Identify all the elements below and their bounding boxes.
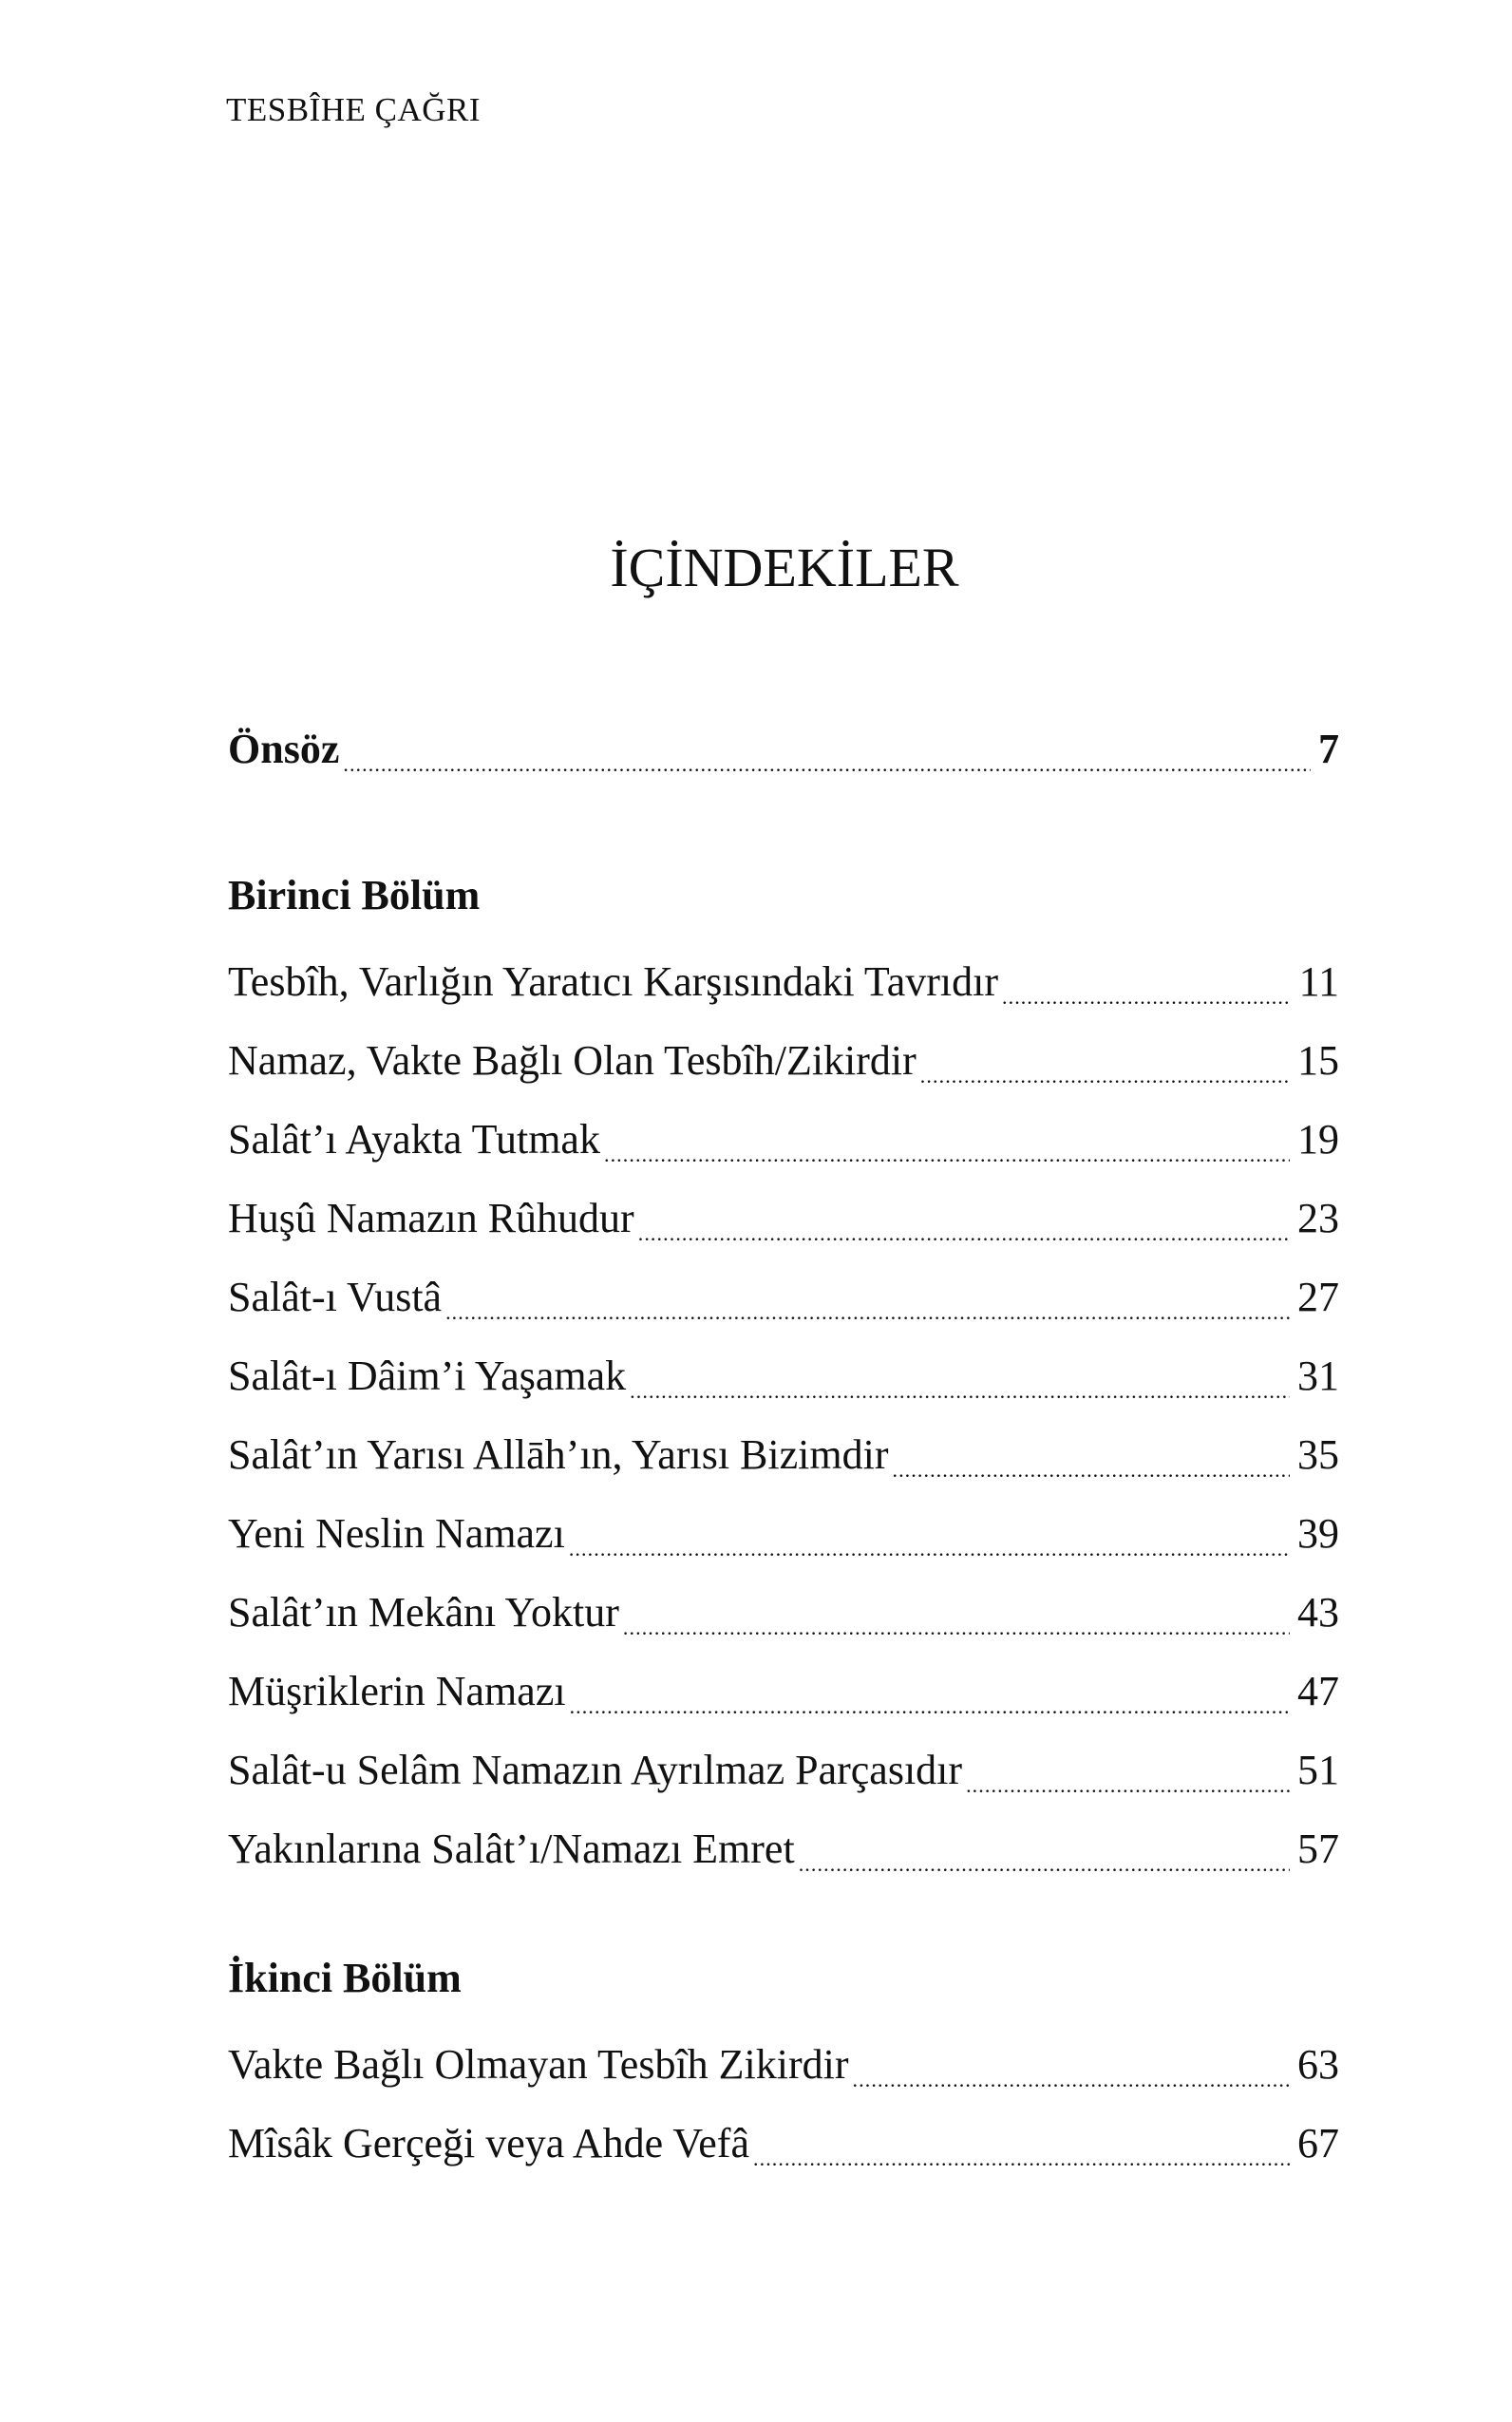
toc-entry-label: Vakte Bağlı Olmayan Tesbîh Zikirdir: [228, 2041, 849, 2088]
dot-leader: [1002, 957, 1292, 1007]
dot-leader: [853, 2040, 1290, 2090]
toc-entry[interactable]: [228, 2033, 1339, 2090]
section-heading: İkinci Bölüm: [228, 1955, 462, 2001]
toc-entry-page: 23: [1297, 1195, 1339, 1241]
dot-leader: [753, 2119, 1290, 2168]
toc-entry[interactable]: [228, 1423, 1339, 1480]
running-header: TESBÎHE ÇAĞRI: [226, 91, 482, 128]
toc-entry-page: 63: [1297, 2041, 1339, 2088]
toc-entry[interactable]: [228, 1502, 1339, 1559]
dot-leader: [920, 1036, 1290, 1086]
dot-leader: [604, 1115, 1290, 1164]
toc-entry-page: 51: [1297, 1747, 1339, 1793]
toc-entry-page: 47: [1297, 1668, 1339, 1714]
toc-entry[interactable]: [228, 1817, 1339, 1874]
toc-entry-label: Yeni Neslin Namazı: [228, 1510, 565, 1557]
dot-leader: [445, 1273, 1290, 1322]
toc-entry-label: Tesbîh, Varlığın Yaratıcı Karşısındaki Tavrıdır: [228, 958, 998, 1005]
toc-entry-label: Huşû Namazın Rûhudur: [228, 1195, 634, 1241]
toc-entry-label: Salât’ın Yarısı Allāh’ın, Yarısı Bizimdir: [228, 1431, 889, 1478]
toc-entry-page: 31: [1297, 1353, 1339, 1399]
toc-entry-page: 57: [1297, 1826, 1339, 1872]
dot-leader: [569, 1509, 1290, 1559]
toc-entry-page: 43: [1297, 1589, 1339, 1636]
toc-entry-page: 35: [1297, 1431, 1339, 1478]
toc-entry-page: 11: [1298, 958, 1339, 1005]
toc-entry-label: Salât-ı Dâim’i Yaşamak: [228, 1353, 627, 1399]
toc-entry-page: 15: [1297, 1037, 1339, 1084]
toc-entry-label: Salât-ı Vustâ: [228, 1274, 443, 1320]
toc-entry-label: Salât’ı Ayakta Tutmak: [228, 1116, 600, 1163]
toc-entry-preface[interactable]: [228, 717, 1339, 774]
toc-entry-label: Namaz, Vakte Bağlı Olan Tesbîh/Zikirdir: [228, 1037, 917, 1084]
toc-entry-page: 67: [1297, 2120, 1339, 2167]
section-heading: Birinci Bölüm: [228, 872, 481, 918]
toc-entry[interactable]: [228, 1738, 1339, 1795]
dot-leader: [799, 1825, 1290, 1874]
toc-entry-label: Salât’ın Mekânı Yoktur: [228, 1589, 619, 1636]
toc-entry[interactable]: [228, 1265, 1339, 1322]
toc-entry[interactable]: [228, 2111, 1339, 2168]
toc-entry-page: 27: [1297, 1274, 1339, 1320]
toc-entry-page: 39: [1297, 1510, 1339, 1557]
toc-entry-label: Önsöz: [228, 726, 340, 772]
toc-entry[interactable]: [228, 1580, 1339, 1637]
dot-leader: [638, 1194, 1290, 1243]
toc-entry[interactable]: [228, 1107, 1339, 1164]
toc-entry-page: 7: [1318, 726, 1339, 772]
toc-entry[interactable]: [228, 950, 1339, 1007]
page-title: İÇİNDEKİLER: [610, 537, 959, 598]
toc-entry-label: Salât-u Selâm Namazın Ayrılmaz Parçasıdır: [228, 1747, 963, 1793]
dot-leader: [623, 1588, 1290, 1637]
toc-entry-page: 19: [1297, 1116, 1339, 1163]
toc-entry-label: Mîsâk Gerçeği veya Ahde Vefâ: [228, 2120, 749, 2167]
toc-entry[interactable]: [228, 1029, 1339, 1086]
toc-entry-label: Yakınlarına Salât’ı/Namazı Emret: [228, 1826, 795, 1872]
toc-entry[interactable]: [228, 1186, 1339, 1243]
toc-entry[interactable]: [228, 1344, 1339, 1401]
toc-entry[interactable]: [228, 1659, 1339, 1716]
dot-leader: [343, 725, 1311, 774]
toc-entry-label: Müşriklerin Namazı: [228, 1668, 566, 1714]
dot-leader: [892, 1430, 1290, 1480]
dot-leader: [630, 1352, 1290, 1401]
dot-leader: [570, 1667, 1290, 1716]
dot-leader: [966, 1746, 1290, 1795]
